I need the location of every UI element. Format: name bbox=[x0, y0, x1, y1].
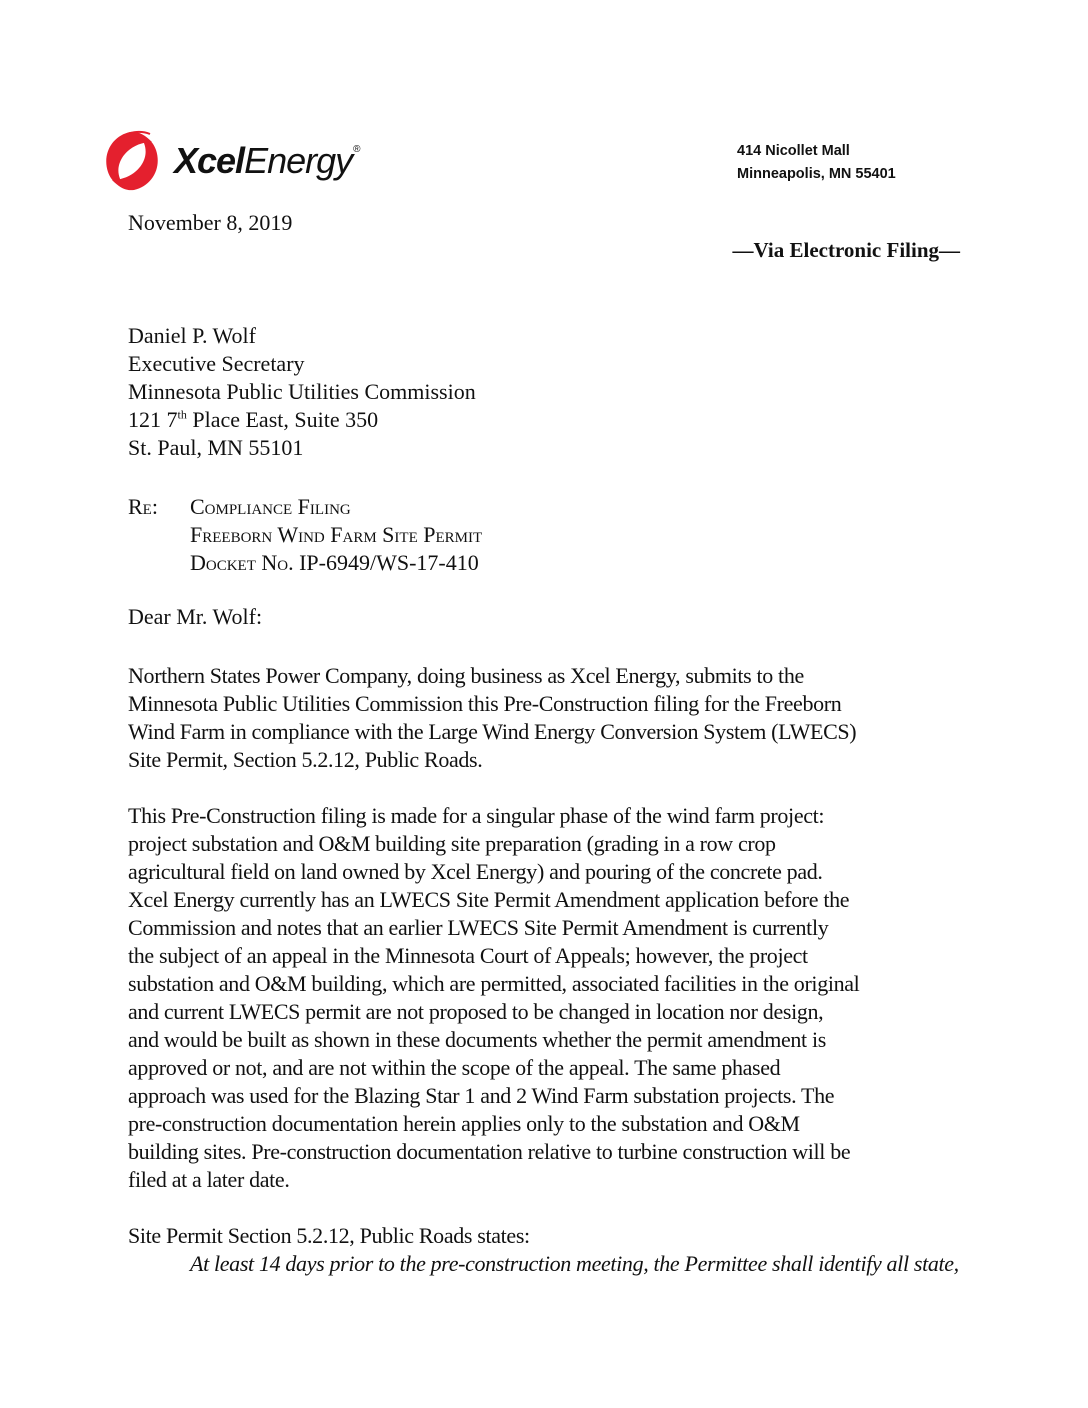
street-rest: Place East, Suite 350 bbox=[186, 407, 379, 432]
company-logo bbox=[100, 126, 360, 196]
delivery-method: —Via Electronic Filing— bbox=[732, 238, 960, 262]
re-label: Re: bbox=[128, 494, 158, 519]
recipient-title: Executive Secretary bbox=[128, 351, 305, 376]
brand-bold: Xcel bbox=[174, 140, 245, 181]
text-line: Minnesota Public Utilities Commission this Pre-Construction filing for the Freeborn bbox=[128, 691, 842, 716]
text-line: substation and O&M building, which are permitted, associated facilities in the original bbox=[128, 971, 860, 996]
brand-light: Energy bbox=[244, 140, 353, 181]
text-line: pre-construction documentation herein applies only to the substation and O&M bbox=[128, 1111, 800, 1136]
address-line-1: 414 Nicollet Mall bbox=[737, 143, 850, 159]
recipient-address bbox=[128, 322, 476, 462]
brand-wordmark bbox=[174, 140, 360, 181]
street-ordinal: th bbox=[177, 407, 187, 422]
text-line: and would be built as shown in these documents whether the permit amendment is bbox=[128, 1027, 826, 1052]
recipient-city: St. Paul, MN 55101 bbox=[128, 435, 304, 460]
text-line: Xcel Energy currently has an LWECS Site Permit Amendment application before the bbox=[128, 887, 850, 912]
xcel-swirl-icon bbox=[100, 128, 164, 194]
text-line: agricultural field on land owned by Xcel Energy) and pouring of the concrete pad. bbox=[128, 859, 823, 884]
recipient-organization: Minnesota Public Utilities Commission bbox=[128, 379, 476, 404]
registered-mark: ® bbox=[353, 144, 360, 155]
text-line: approach was used for the Blazing Star 1 and 2 Wind Farm substation projects. The bbox=[128, 1083, 835, 1108]
return-address bbox=[737, 140, 896, 186]
text-line: Northern States Power Company, doing business as Xcel Energy, submits to the bbox=[128, 663, 804, 688]
text-line: Site Permit Section 5.2.12, Public Roads states: bbox=[128, 1223, 530, 1248]
re-line: Docket No. IP-6949/WS-17-410 bbox=[190, 550, 479, 575]
text-line: approved or not, and are not within the scope of the appeal. The same phased bbox=[128, 1055, 781, 1080]
recipient-name: Daniel P. Wolf bbox=[128, 323, 256, 348]
text-line: the subject of an appeal in the Minnesota Court of Appeals; however, the project bbox=[128, 943, 808, 968]
text-line: building sites. Pre-construction documentation relative to turbine construction will be bbox=[128, 1139, 851, 1164]
text-line: This Pre-Construction filing is made for a singular phase of the wind farm project: bbox=[128, 803, 825, 828]
body-paragraph-2 bbox=[128, 802, 968, 1194]
re-line: Compliance Filing bbox=[190, 494, 351, 519]
text-line: project substation and O&M building site preparation (grading in a row crop bbox=[128, 831, 776, 856]
text-line: Commission and notes that an earlier LWECS Site Permit Amendment is currently bbox=[128, 915, 829, 940]
street-number: 121 7 bbox=[128, 407, 178, 432]
recipient-street bbox=[128, 406, 476, 434]
address-line-2: Minneapolis, MN 55401 bbox=[737, 166, 896, 182]
re-line: Freeborn Wind Farm Site Permit bbox=[190, 522, 483, 547]
body-paragraph-3 bbox=[128, 1222, 968, 1278]
permit-quote: At least 14 days prior to the pre-construction meeting, the Permittee shall identify all state, bbox=[190, 1251, 959, 1276]
letter-date: November 8, 2019 bbox=[128, 210, 293, 235]
text-line: and current LWECS permit are not proposed to be changed in location nor design, bbox=[128, 999, 824, 1024]
text-line: filed at a later date. bbox=[128, 1167, 290, 1192]
re-lines bbox=[190, 493, 482, 577]
body-paragraph-1 bbox=[128, 662, 968, 774]
text-line: Site Permit, Section 5.2.12, Public Roads. bbox=[128, 747, 483, 772]
text-line: Wind Farm in compliance with the Large Wind Energy Conversion System (LWECS) bbox=[128, 719, 857, 744]
salutation: Dear Mr. Wolf: bbox=[128, 604, 263, 629]
